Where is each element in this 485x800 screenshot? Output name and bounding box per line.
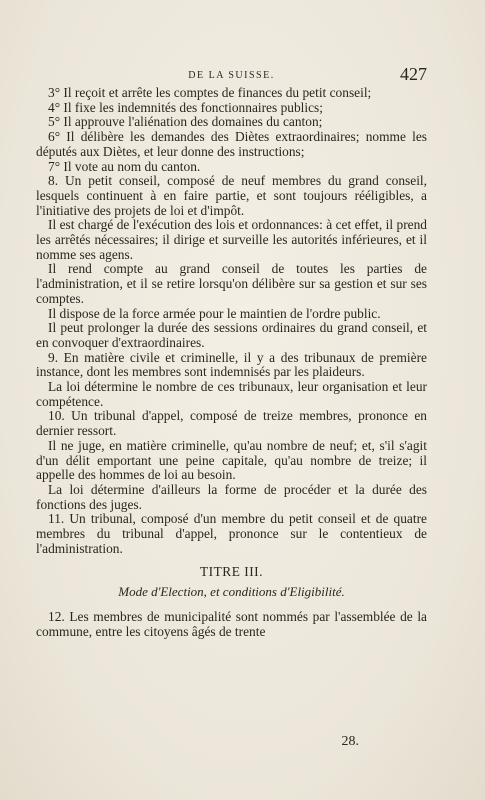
paragraph: 3° Il reçoit et arrête les comptes de finances du petit conseil; [48,85,372,100]
paragraph: Il rend compte au grand conseil de toutes les parties de l'administration, et il se retire lorsqu'on délibère sur sa gestion et sur ses comptes. [36,261,427,306]
paragraph: 11. Un tribunal, composé d'un membre du petit conseil et de quatre membres du tribunal d'appel, prononce sur le contentieux de l'administration. [36,511,427,556]
paragraph: 6° Il délibère les demandes des Diètes extraordinaires; nomme les députés aux Diètes, et leur donne des instructions; [36,129,427,159]
page-number: 427 [400,64,427,84]
paragraph: 9. En matière civile et criminelle, il y a des tribunaux de première instance, dont les membres sont indemnisés par les plaideurs. [36,349,427,380]
paragraph: 5° Il approuve l'aliénation des domaines du canton; [48,114,323,130]
paragraph: Il dispose de la force armée pour le maintien de l'ordre public. [48,305,381,321]
paragraph: Il ne juge, en matière criminelle, qu'au nombre de neuf; et, s'il s'agit d'un délit emportant une peine capitale, qu'au nombre de treize; il appelle des hommes de loi au besoin. [36,437,427,483]
signature-mark: 28. [341,734,359,749]
paragraph: 12. Les membres de municipalité sont nommés par l'assemblée de la commune, entre les citoyens âgés de trente [36,608,427,639]
paragraph: Il peut prolonger la durée des sessions ordinaires du grand conseil, et en convoquer d'extraordinaires. [36,320,427,350]
page-header [36,64,427,84]
section-subtitle: Mode d'Election, et conditions d'Eligibilité. [118,584,345,600]
page-text [36,86,427,639]
section-title: TITRE III. [199,563,263,579]
paragraph: Il est chargé de l'exécution des lois et ordonnances: à cet effet, il prend les arrêtés nécessaires; il dirige et surveille les autorités inférieures, et il nomme ses agens. [36,217,427,262]
running-head: DE LA SUISSE. [188,70,275,81]
paragraph: 8. Un petit conseil, composé de neuf membres du grand conseil, lesquels continuent à en faire partie, et sont toujours rééligibles, a l'initiative des projets de loi et d'impôt. [36,173,427,218]
paragraph: 10. Un tribunal d'appel, composé de treize membres, prononce en dernier ressort. [36,408,427,439]
paragraph: La loi détermine le nombre de ces tribunaux, leur organisation et leur compétence. [36,379,427,409]
paragraph: 7° Il vote au nom du canton. [48,158,201,174]
paragraph: 4° Il fixe les indemnités des fonctionnaires publics; [48,99,323,115]
paragraph: La loi détermine d'ailleurs la forme de procéder et la durée des fonctions des juges. [36,481,427,512]
